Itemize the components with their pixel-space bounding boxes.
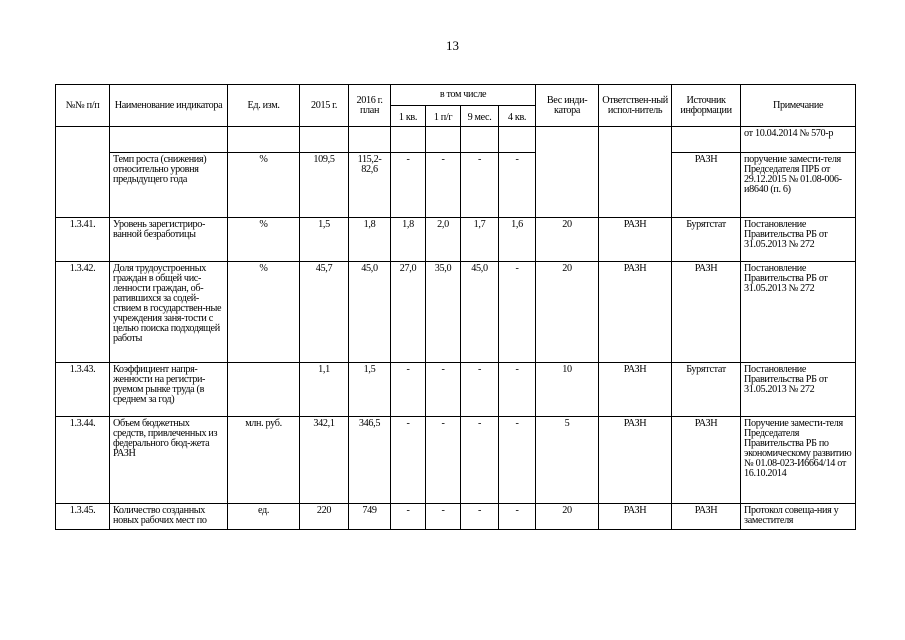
cell-q1: - xyxy=(391,153,426,218)
cell-h1 xyxy=(426,127,461,153)
cell-name: Количество созданных новых рабочих мест по xyxy=(110,504,228,530)
cell-9m: - xyxy=(461,504,499,530)
cell-source: РАЗН xyxy=(672,262,741,363)
cell-q4: - xyxy=(499,417,536,504)
cell-2015: 109,5 xyxy=(300,153,349,218)
cell-q1: - xyxy=(391,417,426,504)
col-header-source: Источник информации xyxy=(672,85,741,127)
cell-weight: 20 xyxy=(536,218,599,262)
cell-name: Темп роста (снижения) относительно уровня предыдущего года xyxy=(110,153,228,218)
cell-2015: 1,1 xyxy=(300,363,349,417)
cell-source: Бурятстат xyxy=(672,363,741,417)
cell-9m: - xyxy=(461,363,499,417)
cell-h1: - xyxy=(426,504,461,530)
col-header-num: №№ п/п xyxy=(56,85,110,127)
cell-num: 1.3.43. xyxy=(56,363,110,417)
cell-responsible: РАЗН xyxy=(599,504,672,530)
cell-2015: 1,5 xyxy=(300,218,349,262)
col-header-h1: 1 п/г xyxy=(426,106,461,127)
cell-source: РАЗН xyxy=(672,417,741,504)
cell-q1: 1,8 xyxy=(391,218,426,262)
cell-note: Поручение замести-теля Председателя Правительства РБ по экономическому развитию № 01.08-023-И6664/14 от 16.10.2014 xyxy=(741,417,856,504)
cell-2015 xyxy=(300,127,349,153)
col-header-note: Примечание xyxy=(741,85,856,127)
cell-note: поручение замести-теля Председателя ПРБ от 29.12.2015 № 01.08-006-и8640 (п. 6) xyxy=(741,153,856,218)
cell-q4: - xyxy=(499,363,536,417)
cell-responsible: РАЗН xyxy=(599,363,672,417)
table-row xyxy=(56,363,856,417)
cell-unit: ед. xyxy=(228,504,300,530)
cell-note: Протокол совеща-ния у заместителя xyxy=(741,504,856,530)
table-row xyxy=(56,262,856,363)
cell-weight: 5 xyxy=(536,417,599,504)
cell-source xyxy=(672,127,741,153)
cell-9m xyxy=(461,127,499,153)
cell-q4: - xyxy=(499,504,536,530)
cell-source: Бурятстат xyxy=(672,218,741,262)
table-row xyxy=(56,504,856,530)
col-header-responsible: Ответствен-ный испол-нитель xyxy=(599,85,672,127)
cell-unit xyxy=(228,363,300,417)
cell-q4: 1,6 xyxy=(499,218,536,262)
cell-num xyxy=(56,127,110,218)
cell-name: Объем бюджетных средств, привлеченных из федерального бюд-жета РАЗН xyxy=(110,417,228,504)
cell-2016-plan: 1,5 xyxy=(349,363,391,417)
cell-responsible: РАЗН xyxy=(599,262,672,363)
indicators-table xyxy=(55,84,856,530)
col-header-including: в том числе xyxy=(391,85,536,106)
cell-2015: 342,1 xyxy=(300,417,349,504)
cell-weight: 20 xyxy=(536,262,599,363)
cell-2016-plan: 45,0 xyxy=(349,262,391,363)
col-header-q1: 1 кв. xyxy=(391,106,426,127)
cell-9m: - xyxy=(461,153,499,218)
table-row xyxy=(56,153,856,218)
cell-responsible: РАЗН xyxy=(599,417,672,504)
cell-q4: - xyxy=(499,262,536,363)
cell-h1: - xyxy=(426,363,461,417)
table-row xyxy=(56,127,856,153)
cell-2016-plan: 749 xyxy=(349,504,391,530)
cell-num: 1.3.44. xyxy=(56,417,110,504)
table-header xyxy=(56,85,856,127)
cell-2015: 45,7 xyxy=(300,262,349,363)
cell-9m: 1,7 xyxy=(461,218,499,262)
col-header-name: Наименование индикатора xyxy=(110,85,228,127)
cell-unit: % xyxy=(228,262,300,363)
cell-responsible: РАЗН xyxy=(599,218,672,262)
cell-unit: млн. руб. xyxy=(228,417,300,504)
cell-q1 xyxy=(391,127,426,153)
cell-unit: % xyxy=(228,153,300,218)
table-row xyxy=(56,218,856,262)
cell-9m: - xyxy=(461,417,499,504)
cell-source: РАЗН xyxy=(672,504,741,530)
cell-q1: - xyxy=(391,363,426,417)
cell-2016-plan xyxy=(349,127,391,153)
cell-q4: - xyxy=(499,153,536,218)
cell-name: Доля трудоустроенных граждан в общей чис-ленности граждан, об-ратившихся за содей-ствием в государствен-ные учреждения заня-тости с целью поиска подходящей работы xyxy=(110,262,228,363)
cell-weight: 20 xyxy=(536,504,599,530)
cell-h1: - xyxy=(426,153,461,218)
cell-unit: % xyxy=(228,218,300,262)
cell-note: от 10.04.2014 № 570-р xyxy=(741,127,856,153)
cell-h1: - xyxy=(426,417,461,504)
cell-q1: 27,0 xyxy=(391,262,426,363)
cell-num: 1.3.45. xyxy=(56,504,110,530)
cell-q4 xyxy=(499,127,536,153)
cell-2015: 220 xyxy=(300,504,349,530)
cell-2016-plan: 1,8 xyxy=(349,218,391,262)
cell-num: 1.3.41. xyxy=(56,218,110,262)
col-header-unit: Ед. изм. xyxy=(228,85,300,127)
cell-source: РАЗН xyxy=(672,153,741,218)
header-row-main xyxy=(56,85,856,106)
page-number: 13 xyxy=(446,38,459,53)
cell-h1: 2,0 xyxy=(426,218,461,262)
cell-weight: 10 xyxy=(536,363,599,417)
col-header-2016-plan: 2016 г. план xyxy=(349,85,391,127)
cell-note: Постановление Правительства РБ от 31.05.2013 № 272 xyxy=(741,262,856,363)
cell-2016-plan: 346,5 xyxy=(349,417,391,504)
table-row xyxy=(56,417,856,504)
cell-weight xyxy=(536,127,599,218)
col-header-9m: 9 мес. xyxy=(461,106,499,127)
cell-note: Постановление Правительства РБ от 31.05.2013 № 272 xyxy=(741,218,856,262)
cell-num: 1.3.42. xyxy=(56,262,110,363)
cell-9m: 45,0 xyxy=(461,262,499,363)
cell-unit xyxy=(228,127,300,153)
col-header-weight: Вес инди-катора xyxy=(536,85,599,127)
cell-name: Коэффициент напря-женности на регистри-руемом рынке труда (в среднем за год) xyxy=(110,363,228,417)
cell-name xyxy=(110,127,228,153)
cell-q1: - xyxy=(391,504,426,530)
cell-responsible xyxy=(599,127,672,218)
col-header-q4: 4 кв. xyxy=(499,106,536,127)
cell-h1: 35,0 xyxy=(426,262,461,363)
cell-name: Уровень зарегистриро-ванной безработицы xyxy=(110,218,228,262)
cell-2016-plan: 115,2-82,6 xyxy=(349,153,391,218)
cell-note: Постановление Правительства РБ от 31.05.2013 № 272 xyxy=(741,363,856,417)
col-header-2015: 2015 г. xyxy=(300,85,349,127)
